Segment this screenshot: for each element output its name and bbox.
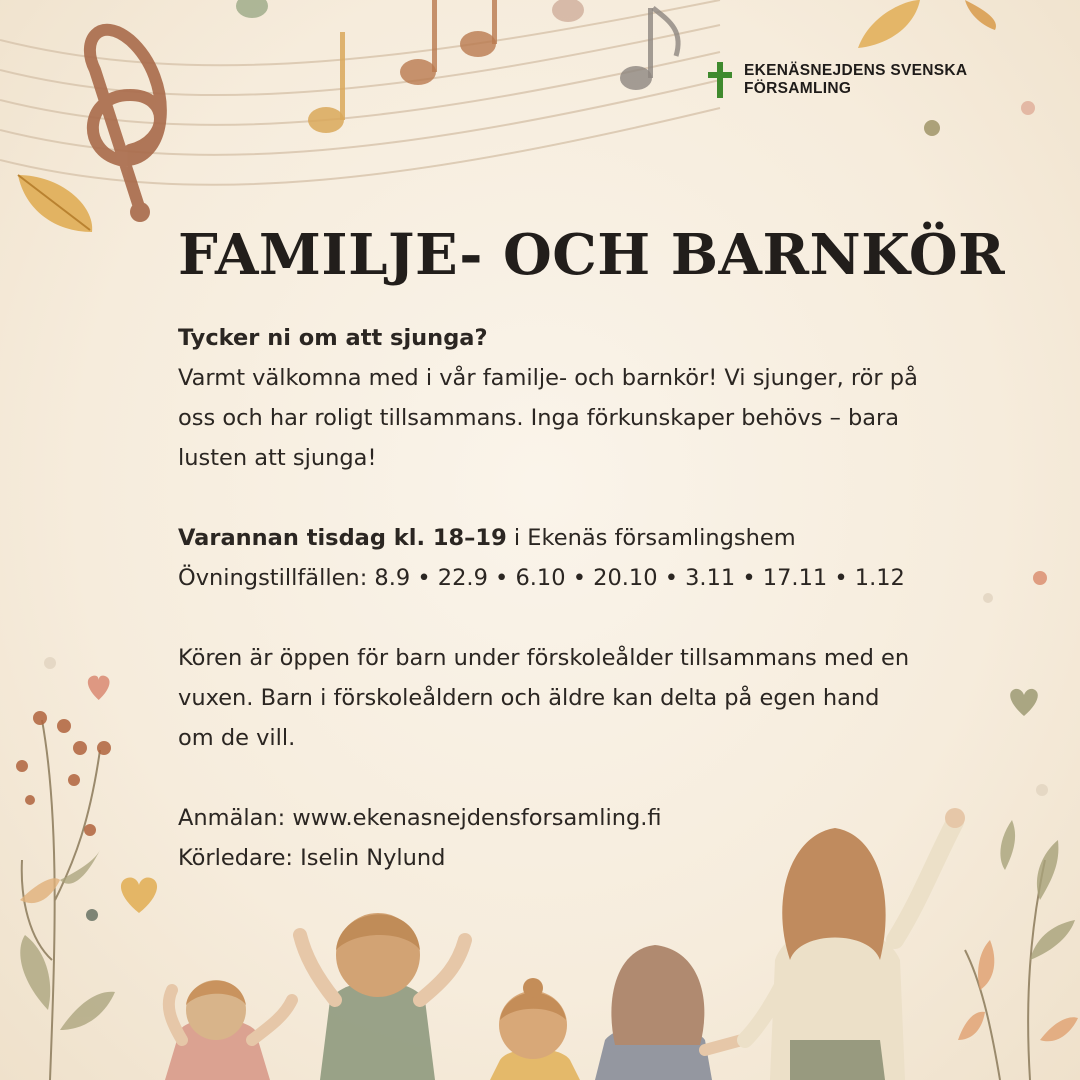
logo-text-line2: FÖRSAMLING: [744, 80, 852, 97]
schedule-where: i Ekenäs församlingshem: [506, 525, 796, 551]
schedule-line: [178, 518, 918, 558]
schedule-when: Varannan tisdag kl. 18–19: [178, 525, 507, 551]
leaf-icon: [965, 0, 996, 30]
music-note-icon: [400, 0, 497, 85]
child-figure: [595, 945, 742, 1080]
page-title: FAMILJE- OCH BARNKÖR: [178, 222, 1006, 288]
branch-icon: [965, 860, 1045, 1080]
child-figure: [490, 978, 580, 1080]
info-text: Kören är öppen för barn under förskoleålder tillsammans med en vuxen. Barn i förskoleåldern och äldre kan delta på egen hand om de vill.: [178, 645, 910, 751]
child-figure: [165, 980, 292, 1080]
leader-text: Körledare: Iselin Nylund: [178, 845, 446, 871]
logo-text-line1: EKENÄSNEJDENS SVENSKA: [744, 62, 968, 79]
heart-icon: [88, 676, 110, 700]
cross-icon: [708, 62, 732, 98]
intro-body: Varmt välkomna med i vår familje- och barnkör! Vi sjunger, rör på oss och har roligt tillsammans. Inga förkunskaper behövs – bara lusten att sjunga!: [178, 365, 918, 471]
music-note-icon: [236, 0, 268, 18]
child-figure: [300, 913, 465, 1080]
intro-question: Tycker ni om att sjunga?: [178, 325, 488, 351]
music-note-icon: [308, 32, 345, 133]
leaf-icon: [958, 940, 1078, 1041]
music-note-icon: [552, 0, 584, 22]
heart-icon: [121, 878, 157, 913]
leaf-icon: [1000, 820, 1075, 960]
leaf-icon: [20, 850, 115, 1030]
music-note-icon: [620, 8, 678, 90]
schedule-dates: Övningstillfällen: 8.9 • 22.9 • 6.10 • 20.10 • 3.11 • 17.11 • 1.12: [178, 565, 905, 591]
signup-text: Anmälan: www.ekenasnejdensforsamling.fi: [178, 805, 662, 831]
church-logo: [708, 60, 1028, 100]
heart-icon: [1010, 689, 1038, 716]
main-content: [178, 318, 918, 878]
leaf-icon: [858, 0, 920, 48]
leaf-icon: [18, 175, 92, 232]
